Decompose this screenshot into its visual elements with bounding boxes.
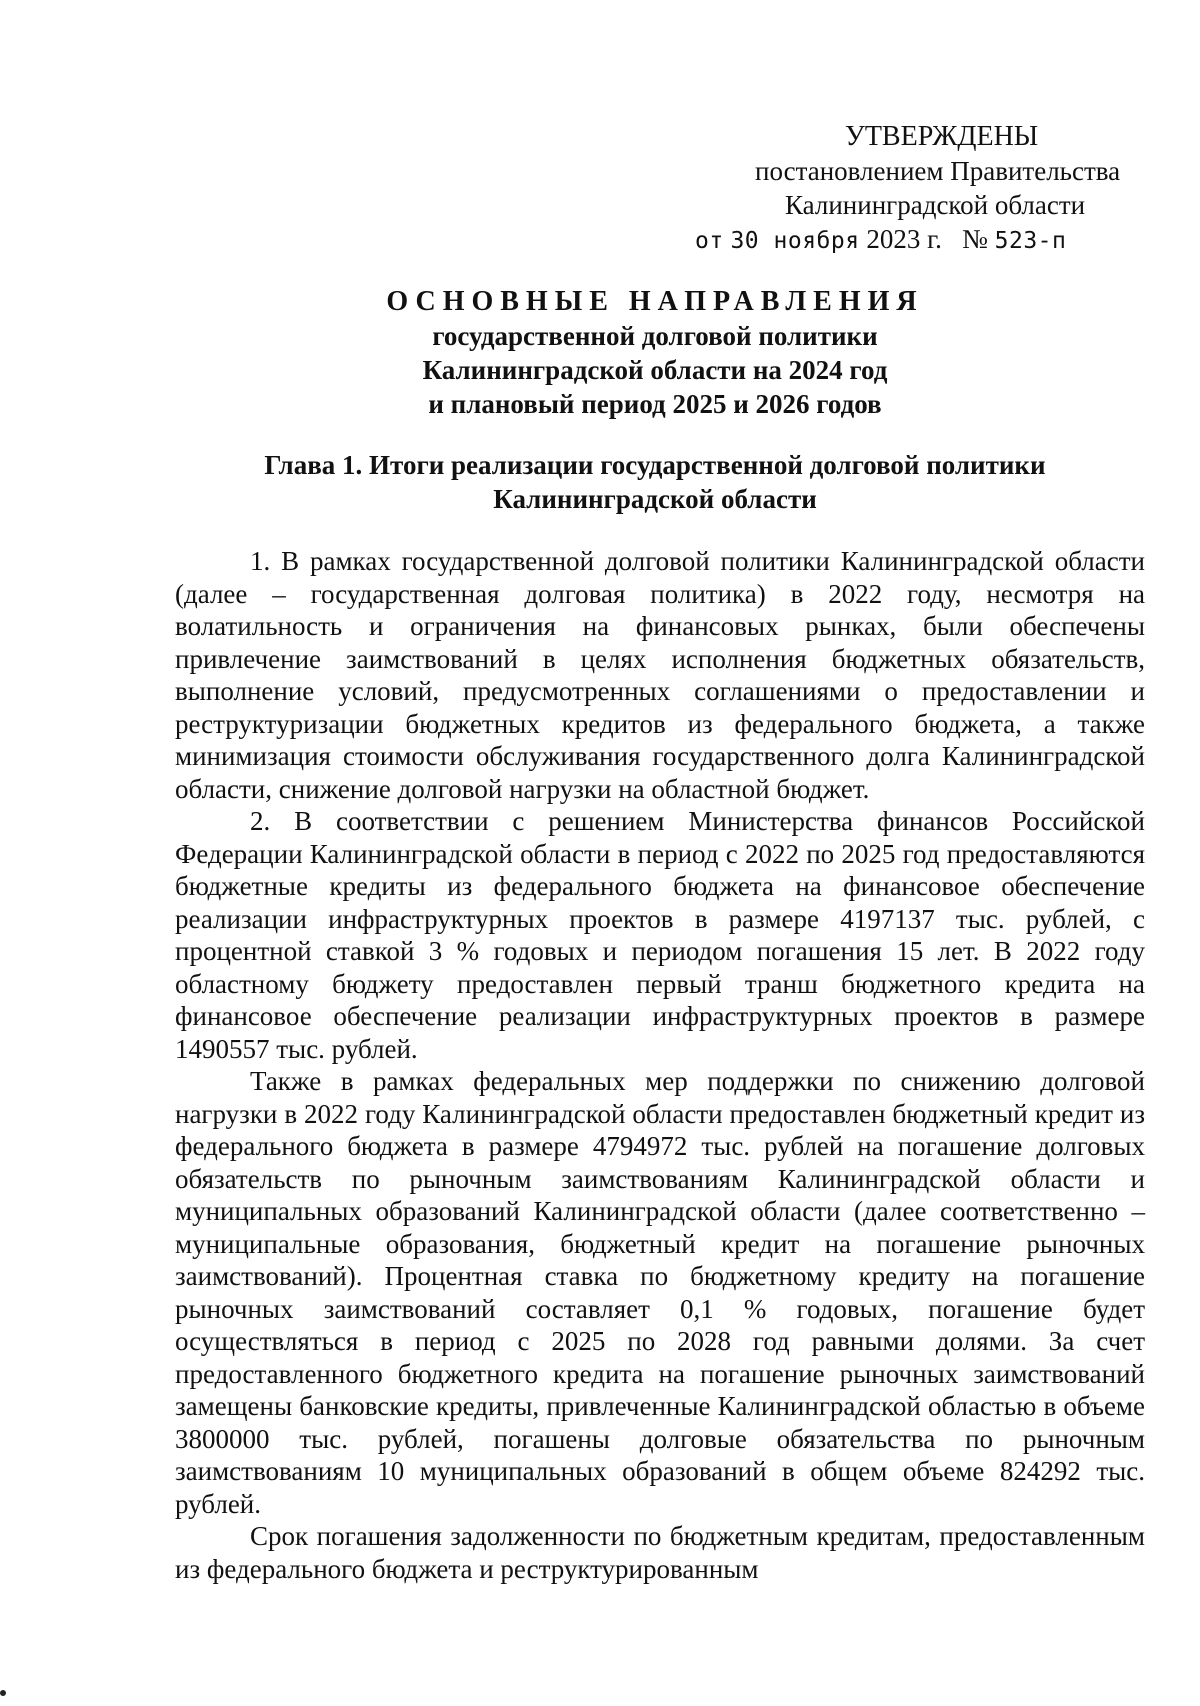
document-title bbox=[150, 285, 1160, 421]
chapter-heading-line-1: Глава 1. Итоги реализации государственной долговой политики bbox=[264, 450, 1046, 480]
approval-date-day-month: 30 ноября bbox=[730, 228, 860, 254]
approval-number: 523-п bbox=[994, 228, 1067, 254]
approval-number-sign: № bbox=[962, 224, 988, 254]
approval-authority: постановлением Правительства bbox=[755, 156, 1121, 186]
approval-region: Калининградской области bbox=[785, 190, 1086, 220]
paragraph-1: 1. В рамках государственной долговой политики Калининградской области (далее – государственная долговая политика) в 2022 году, несмотря на волатильность и ограничения на финансовых рынках, были обеспечены привлечение заимствований в целях исполнения бюджетных обязательств, выполнение условий, предусмотренных соглашениями о предоставлении и реструктуризации бюджетных кредитов из федерального бюджета, а также минимизация стоимости обслуживания государственного долга Калининградской области, снижение долговой нагрузки на областной бюджет. bbox=[175, 546, 1145, 804]
paragraph-4: Срок погашения задолженности по бюджетным кредитам, предоставленным из федерального бюджета и реструктурированным bbox=[175, 1521, 1145, 1584]
document-title-line-2: государственной долговой политики bbox=[432, 321, 878, 351]
approval-date-prefix: от bbox=[695, 228, 724, 254]
paragraph-2: 2. В соответствии с решением Министерства финансов Российской Федерации Калининградской области в период с 2022 по 2025 год предоставляются бюджетные кредиты из федерального бюджета на финансовое обеспечение реализации инфраструктурных проектов в размере 4197137 тыс. рублей, с процентной ставкой 3 % годовых и периодом погашения 15 лет. В 2022 году областному бюджету предоставлен первый транш бюджетного кредита на финансовое обеспечение реализации инфраструктурных проектов в размере 1490557 тыс. рублей. bbox=[175, 806, 1145, 1064]
document-title-line-3: Калининградской области на 2024 год bbox=[422, 355, 888, 385]
approval-heading: УТВЕРЖДЕНЫ bbox=[845, 121, 1039, 152]
document-title-line-4: и плановый период 2025 и 2026 годов bbox=[428, 389, 882, 419]
approval-date-line bbox=[695, 222, 1140, 258]
chapter-heading bbox=[150, 448, 1160, 516]
document-body bbox=[175, 545, 1145, 1585]
approval-date-year: 2023 г. bbox=[866, 224, 942, 254]
approval-stamp bbox=[640, 120, 1140, 258]
chapter-heading-line-2: Калининградской области bbox=[493, 484, 817, 514]
scan-artifact-dot bbox=[0, 1690, 6, 1696]
document-title-main: ОСНОВНЫЕ НАПРАВЛЕНИЯ bbox=[386, 286, 924, 317]
paragraph-3: Также в рамках федеральных мер поддержки по снижению долговой нагрузки в 2022 году Калининградской области предоставлен бюджетный кредит из федерального бюджета в размере 4794972 тыс. рублей на погашение долговых обязательств по рыночным заимствованиям Калининградской области и муниципальных образований Калининградской области (далее соответственно – муниципальные образования, бюджетный кредит на погашение рыночных заимствований). Процентная ставка по бюджетному кредиту на погашение рыночных заимствований составляет 0,1 % годовых, погашение будет осуществляться в период с 2025 по 2028 год равными долями. За счет предоставленного бюджетного кредита на погашение рыночных заимствований замещены банковские кредиты, привлеченные Калининградской областью в объеме 3800000 тыс. рублей, погашены долговые обязательства по рыночным заимствованиям 10 муниципальных образований в общем объеме 824292 тыс. рублей. bbox=[175, 1066, 1145, 1519]
